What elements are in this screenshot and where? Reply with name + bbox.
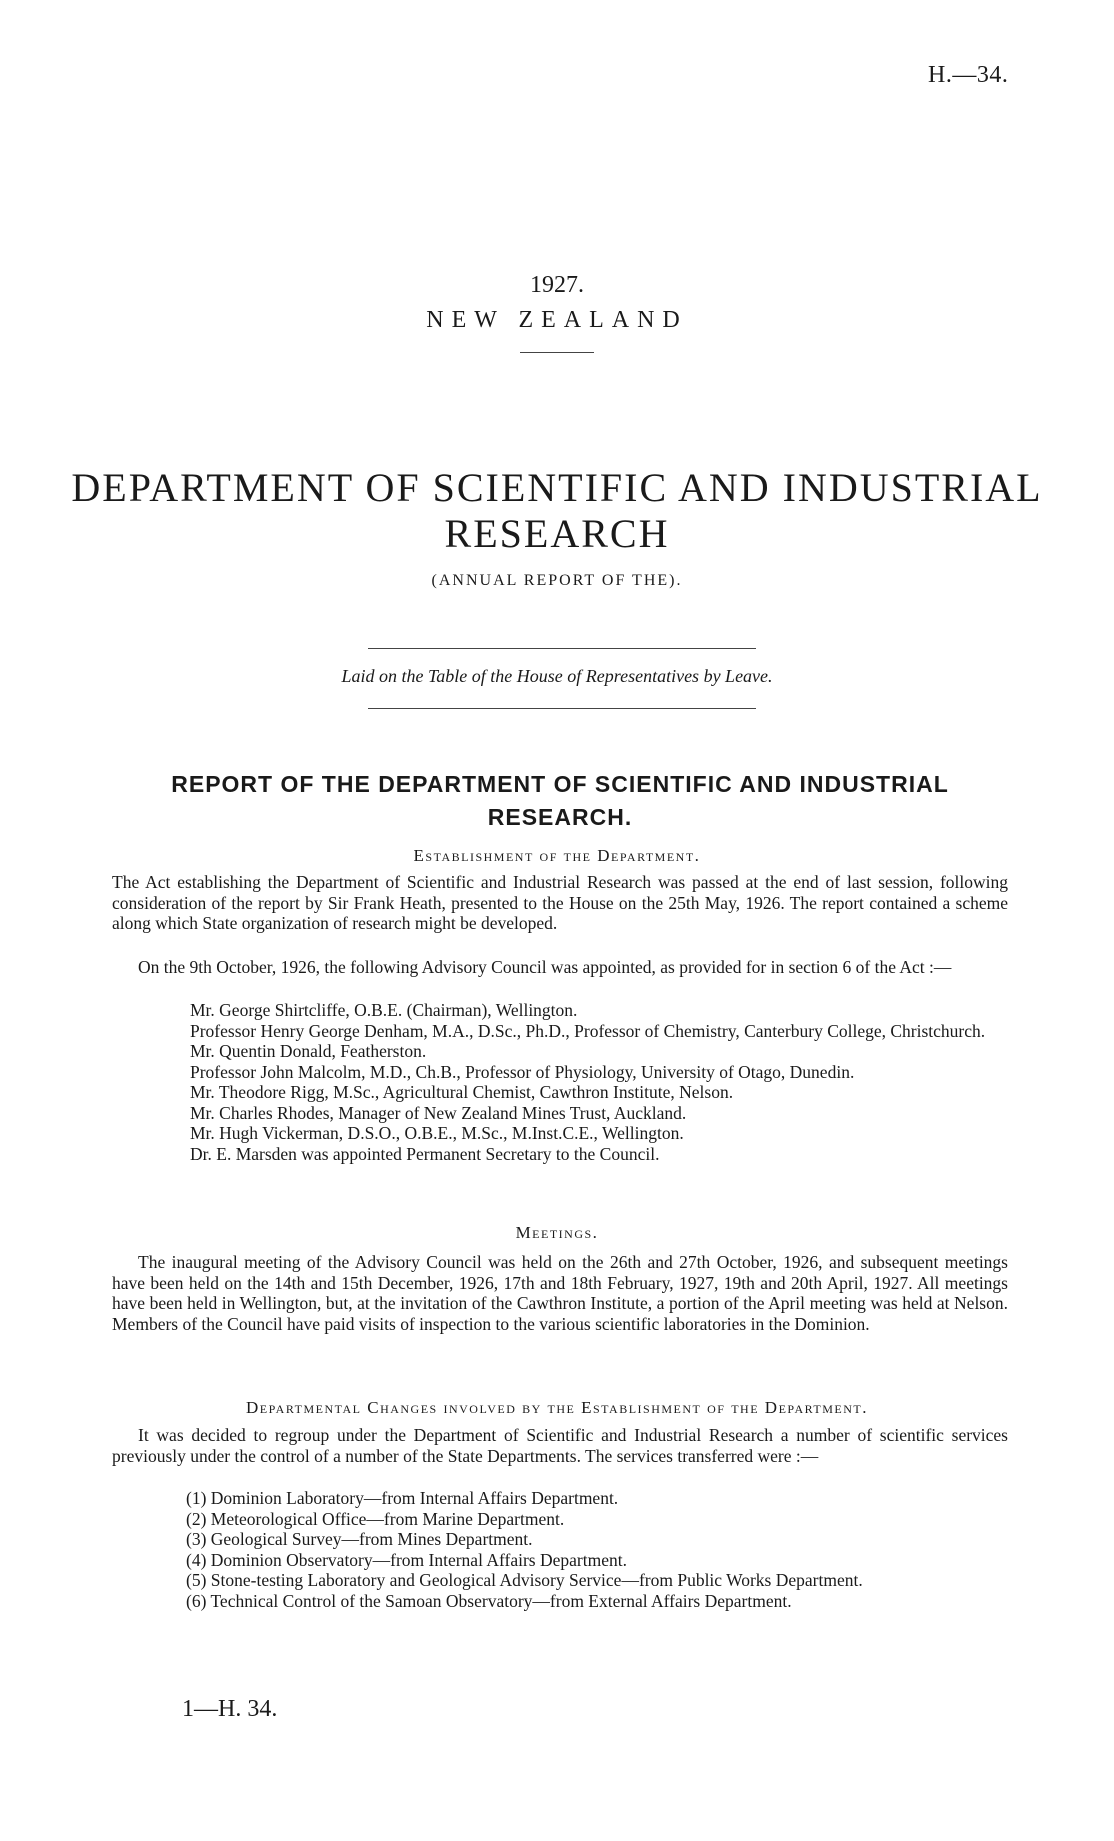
- divider: [520, 352, 594, 353]
- meetings-paragraph-text: The inaugural meeting of the Advisory Council was held on the 26th and 27th October, 1926, and subsequent meetings have been held on the 14th and 15th December, 1926, 17th and 18th February, 1927, 19th and 20th April, 1927. All meetings have been held in Wellington, but, at the invitation of the Cawthron Institute, a portion of the April meeting was held at Nelson. Members of the Council have paid visits of inspection to the various scientific laboratories in the Dominion.: [112, 1252, 1008, 1334]
- list-item: (1) Dominion Laboratory—from Internal Affairs Department.: [186, 1488, 619, 1508]
- list-item: (5) Stone-testing Laboratory and Geological Advisory Service—from Public Works Department.: [186, 1570, 863, 1590]
- council-list: [190, 1000, 1008, 1164]
- year: 1927.: [530, 272, 584, 298]
- list-item: (4) Dominion Observatory—from Internal Affairs Department.: [186, 1549, 627, 1570]
- divider: [368, 648, 756, 649]
- list-item: (6) Technical Control of the Samoan Observatory—from External Affairs Department.: [186, 1590, 792, 1611]
- changes-heading: Departmental Changes involved by the Establishment of the Department.: [245, 1398, 868, 1417]
- page-reference: H.—34.: [928, 62, 1009, 88]
- report-heading: [112, 768, 1008, 834]
- establishment-heading: Establishment of the Department.: [413, 846, 701, 865]
- list-item: Professor John Malcolm, M.D., Ch.B., Professor of Physiology, University of Otago, Dunedin.: [190, 1061, 855, 1082]
- laid-on-table-note: Laid on the Table of the House of Representatives by Leave.: [341, 666, 773, 686]
- department-title-line2: RESEARCH: [444, 511, 670, 556]
- services-list: [186, 1488, 1008, 1611]
- list-item: Mr. Theodore Rigg, M.Sc., Agricultural Chemist, Cawthron Institute, Nelson.: [190, 1082, 734, 1102]
- establishment-paragraph-1-text: The Act establishing the Department of Scientific and Industrial Research was passed at the end of last session, following consideration of the report by Sir Frank Heath, presented to the House on the 25th May, 1926. The report contained a scheme along which State organization of research might be developed.: [112, 872, 1008, 933]
- establishment-paragraph-2-text: On the 9th October, 1926, the following Advisory Council was appointed, as provided for in section 6 of the Act :—: [138, 957, 952, 977]
- footer-page-reference: 1—H. 34.: [182, 1696, 278, 1722]
- report-heading-line2: RESEARCH.: [487, 804, 633, 830]
- list-item: (2) Meteorological Office—from Marine Department.: [186, 1508, 565, 1529]
- divider: [368, 708, 756, 709]
- country-heading: NEW ZEALAND: [426, 307, 688, 333]
- list-item: Dr. E. Marsden was appointed Permanent Secretary to the Council.: [190, 1143, 660, 1164]
- list-item: (3) Geological Survey—from Mines Department.: [186, 1529, 533, 1549]
- report-heading-line1: REPORT OF THE DEPARTMENT OF SCIENTIFIC AND INDUSTRIAL: [171, 771, 949, 797]
- changes-paragraph: [112, 1425, 1008, 1466]
- list-item: Mr. Hugh Vickerman, D.S.O., O.B.E., M.Sc., M.Inst.C.E., Wellington.: [190, 1123, 684, 1143]
- list-item: Mr. Charles Rhodes, Manager of New Zealand Mines Trust, Auckland.: [190, 1102, 687, 1123]
- changes-paragraph-text: It was decided to regroup under the Department of Scientific and Industrial Research a number of scientific services previously under the control of a number of the State Departments. The services transferred were :—: [112, 1425, 1008, 1466]
- department-title: [0, 465, 1114, 557]
- department-title-line1: DEPARTMENT OF SCIENTIFIC AND INDUSTRIAL: [71, 465, 1043, 510]
- list-item: Professor Henry George Denham, M.A., D.Sc., Ph.D., Professor of Chemistry, Canterbury College, Christchurch.: [190, 1020, 986, 1041]
- establishment-paragraph-2: [112, 957, 1008, 978]
- list-item: Mr. Quentin Donald, Featherston.: [190, 1041, 427, 1061]
- list-item: Mr. George Shirtcliffe, O.B.E. (Chairman), Wellington.: [190, 1000, 578, 1020]
- meetings-paragraph: [112, 1252, 1008, 1334]
- establishment-paragraph-1: [112, 872, 1008, 934]
- meetings-heading: Meetings.: [515, 1223, 599, 1242]
- annual-report-subtitle: (ANNUAL REPORT OF THE).: [431, 572, 683, 589]
